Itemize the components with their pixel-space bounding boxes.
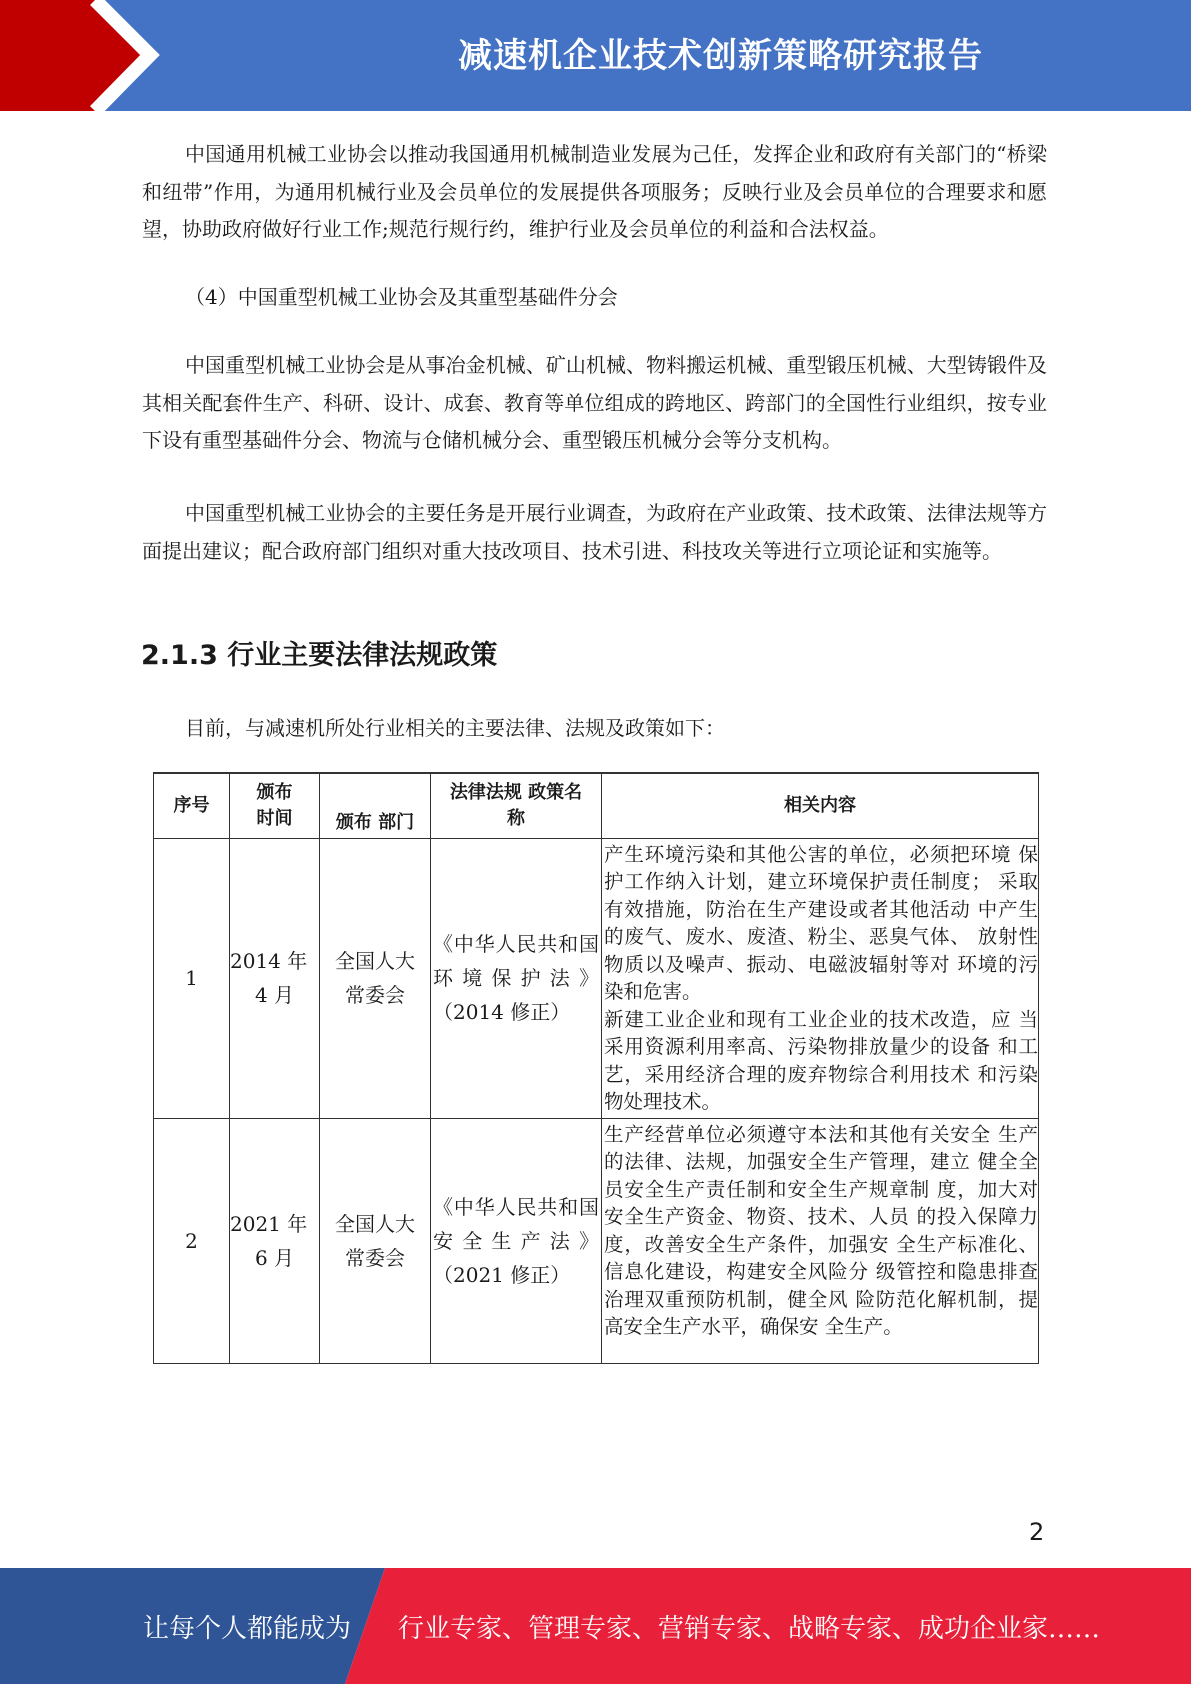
row-content-paragraph: 产生环境污染和其他公害的单位，必须把环境 保护工作纳入计划，建立环境保护责任制度； 采取有效措施，防治在生产建设或者其他活动 中产生的废气、废水、废渣、粉尘、恶臭气体、 放射性物质以及噪声、振动、电磁波辐射等对 环境的污染和危害。 [604,842,1038,1003]
table-header-row [154,773,1039,838]
table-row [154,838,1039,1118]
row-time [230,838,320,1118]
report-title: 减速机企业技术创新策略研究报告 [458,36,983,76]
row-content-paragraph: 新建工业企业和现有工业企业的技术改造，应 当采用资源利用率高、污染物排放量少的设备 和工艺，采用经济合理的废弃物综合利用技术 和污染物处理技术。 [604,1007,1038,1113]
row-content [602,1118,1039,1363]
row-no: 2 [154,1118,230,1363]
row-no: 1 [154,838,230,1118]
footer-band [0,1568,1191,1684]
header-dept: 颁布 部门 [320,773,431,838]
section-title: 2.1.3 行业主要法律法规政策 [141,640,498,671]
page-number: 2 [1029,1518,1045,1546]
row-time-month: 4 月 [254,983,295,1007]
footer-slogan-left: 让每个人都能成为 [143,1614,352,1644]
laws-table [153,772,1039,1364]
row-time [230,1118,320,1363]
row-dept: 全国人大常委会 [320,1118,431,1363]
row-content-paragraph: 生产经营单位必须遵守本法和其他有关安全 生产的法律、法规，加强安全生产管理，建立 健全全员安全生产责任制和安全生产规章制 度，加大对安全生产资金、物资、技术、人员 的投入保障力度，改善安全生产条件，加强安 全生产标准化、信息化建设，构建安全风险分 级管控和隐患排查治理双重预防机制，健全风 险防范化解机制，提高安全生产水平，确保安 全生产。 [604,1122,1038,1338]
row-law-name: 《中华人民共和国安全生产法》（2021 修正） [431,1118,602,1363]
header-no: 序号 [154,773,230,838]
header-content: 相关内容 [602,773,1039,838]
row-time-month: 6 月 [254,1245,295,1270]
paragraph-heavy-machinery-tasks: 中国重型机械工业协会的主要任务是开展行业调查，为政府在产业政策、技术政策、法律法规等方面提出建议；配合政府部门组织对重大技改项目、技术引进、科技攻关等进行立项论证和实施等。 [142,501,1047,563]
row-content [602,838,1039,1118]
header-band [0,0,1191,111]
table-intro: 目前，与减速机所处行业相关的主要法律、法规及政策如下： [185,716,725,740]
footer-slogan-right: 行业专家、管理专家、营销专家、战略专家、成功企业家…… [398,1614,1101,1644]
row-time-year: 2021 年 [230,1211,308,1236]
subheading-heavy-machinery: （4）中国重型机械工业协会及其重型基础件分会 [185,285,618,309]
row-dept: 全国人大常委会 [320,838,431,1118]
paragraph-general-machinery: 中国通用机械工业协会以推动我国通用机械制造业发展为己任，发挥企业和政府有关部门的“桥梁和纽带”作用，为通用机械行业及会员单位的发展提供各项服务；反映行业及会员单位的合理要求和愿望，协助政府做好行业工作;规范行规行约，维护行业及会员单位的利益和合法权益。 [142,142,1047,241]
row-law-name: 《中华人民共和国环境保护法》（2014 修正） [431,838,602,1118]
paragraph-heavy-machinery-intro: 中国重型机械工业协会是从事冶金机械、矿山机械、物料搬运机械、重型锻压机械、大型铸锻件及其相关配套件生产、科研、设计、成套、教育等单位组成的跨地区、跨部门的全国性行业组织，按专业下设有重型基础件分会、物流与仓储机械分会、重型锻压机械分会等分支机构。 [142,353,1047,452]
header-name: 法律法规 政策名 称 [431,773,602,838]
table-row [154,1118,1039,1363]
header-time: 颁布 时间 [230,773,320,838]
row-time-year: 2014 年 [230,949,308,973]
